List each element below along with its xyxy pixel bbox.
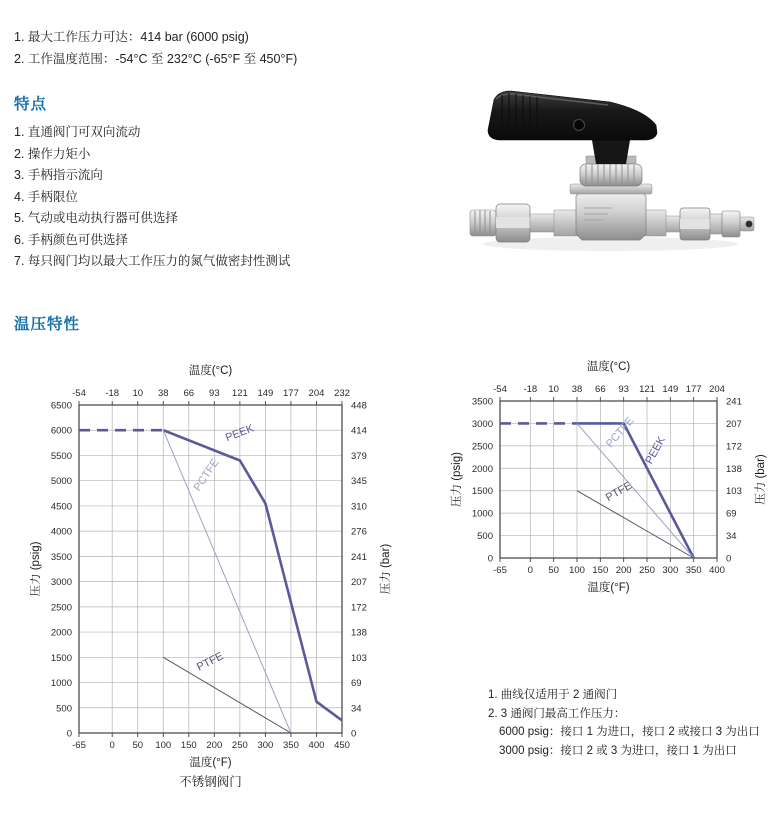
- features-heading: 特点: [14, 96, 48, 113]
- y-tick-label-psig: 500: [477, 531, 493, 543]
- x-tick-label-c: 93: [209, 388, 220, 399]
- y-tick-label-bar: 172: [351, 602, 367, 614]
- features-list: [14, 122, 290, 273]
- series-label-PTFE: PTFE: [194, 650, 226, 674]
- series-PEEK: [163, 430, 342, 720]
- note-line: 2. 3 通阀门最高工作压力：: [488, 707, 626, 720]
- y-tick-label-psig: 500: [56, 703, 72, 715]
- x-tick-label-f: 250: [231, 740, 248, 751]
- series-label-PCTFE: PCTFE: [603, 414, 637, 451]
- y-tick-label-bar: 414: [351, 425, 367, 437]
- y-tick-label-psig: 3000: [50, 577, 72, 589]
- x-tick-label-c: 38: [571, 384, 583, 395]
- x-tick-label-f: 400: [308, 740, 325, 751]
- temp-range-line: 2. 工作温度范围：-54°C 至 232°C (-65°F 至 450°F): [14, 52, 298, 66]
- x-tick-label-f: 150: [180, 740, 197, 751]
- y-tick-label-bar: 207: [726, 418, 742, 430]
- feature-item: 1. 直通阀门可双向流动: [14, 125, 141, 139]
- pressure-temperature-chart-3way: [420, 355, 777, 610]
- y-tick-label-bar: 379: [351, 450, 367, 462]
- series-label-PEEK: PEEK: [643, 434, 669, 467]
- plot-border: [79, 405, 342, 733]
- y-tick-label-bar: 207: [351, 577, 367, 589]
- y-tick-label-bar: 138: [351, 627, 367, 639]
- y-tick-label-psig: 4500: [50, 501, 72, 513]
- x-tick-label-f: 50: [548, 565, 559, 576]
- x-tick-label-c: 149: [257, 388, 274, 399]
- note-line: 1. 曲线仅适用于 2 通阀门: [488, 689, 618, 701]
- y-tick-label-bar: 103: [726, 486, 742, 498]
- y-tick-label-bar: 34: [351, 703, 362, 715]
- x-tick-label-f: 0: [109, 740, 115, 751]
- y-tick-label-psig: 2500: [471, 441, 493, 453]
- x-tick-label-c: 177: [283, 388, 299, 399]
- x-tick-label-c: 10: [548, 384, 559, 395]
- top-axis-title: 温度(°C): [586, 361, 631, 373]
- y-tick-label-bar: 172: [726, 441, 742, 453]
- y-tick-label-bar: 276: [351, 526, 367, 538]
- x-tick-label-f: 100: [569, 565, 585, 576]
- x-tick-label-f: 200: [615, 565, 632, 576]
- y-tick-label-psig: 3500: [471, 396, 493, 408]
- x-tick-label-c: 204: [308, 388, 325, 399]
- y-tick-label-bar: 0: [351, 728, 357, 740]
- feature-item: 2. 操作力矩小: [14, 146, 91, 161]
- note-line: 3000 psig：接口 2 或 3 为进口，接口 1 为出口: [499, 744, 737, 757]
- series-PTFE: [163, 657, 291, 733]
- x-tick-label-c: 66: [183, 388, 195, 399]
- y-tick-label-psig: 1500: [50, 652, 72, 664]
- y-tick-label-bar: 310: [351, 501, 367, 513]
- x-tick-label-c: 121: [639, 384, 655, 395]
- y-tick-label-psig: 6000: [50, 425, 72, 437]
- y-tick-label-psig: 2000: [50, 627, 72, 639]
- pressure-temperature-chart-stainless: [30, 355, 410, 795]
- left-compression-fitting: [470, 204, 556, 242]
- y-tick-label-psig: 2000: [471, 463, 493, 475]
- x-tick-label-c: 149: [662, 384, 679, 395]
- x-tick-label-f: 300: [257, 740, 274, 751]
- max-pressure-line: 1. 最大工作压力可达：414 bar (6000 psig): [14, 30, 249, 44]
- feature-item: 3. 手柄指示流向: [14, 168, 103, 182]
- y-tick-label-psig: 6500: [50, 400, 72, 412]
- x-tick-label-c: 66: [595, 384, 606, 395]
- feature-item: 6. 手柄颜色可供选择: [14, 232, 128, 247]
- y-tick-label-psig: 1000: [50, 678, 72, 690]
- x-tick-label-c: 232: [334, 388, 350, 399]
- y-tick-label-bar: 241: [351, 551, 367, 563]
- y-tick-label-psig: 5000: [50, 476, 72, 488]
- stainless-steel-ball-valve-photo: [458, 70, 763, 255]
- bottom-axis-title: 温度(°F): [189, 757, 232, 769]
- y-tick-label-psig: 1500: [471, 486, 493, 498]
- x-tick-label-f: 350: [283, 740, 299, 751]
- y-tick-label-psig: 2500: [50, 602, 72, 614]
- note-line: 6000 psig：接口 1 为进口，接口 2 或接口 3 为出口: [499, 726, 760, 738]
- y-tick-label-bar: 103: [351, 652, 367, 664]
- x-tick-label-f: -65: [72, 740, 86, 751]
- x-tick-label-c: 204: [709, 384, 725, 395]
- feature-item: 5. 气动或电动执行器可供选择: [14, 211, 178, 225]
- right-axis-title: 压力 (bar): [380, 543, 392, 595]
- series-label-PTFE: PTFE: [603, 479, 635, 505]
- series-label-PCTFE: PCTFE: [191, 456, 222, 494]
- y-tick-label-psig: 0: [487, 553, 493, 565]
- x-tick-label-c: 177: [685, 384, 702, 395]
- x-tick-label-f: 250: [639, 565, 655, 576]
- y-tick-label-bar: 241: [726, 396, 742, 408]
- x-tick-label-f: 450: [334, 740, 350, 751]
- x-tick-label-c: -18: [523, 384, 538, 395]
- x-tick-label-c: -18: [105, 388, 120, 399]
- chart-caption: 不锈钢阀门: [179, 775, 242, 789]
- top-axis-title: 温度(°C): [188, 365, 233, 377]
- x-tick-label-f: 400: [709, 565, 725, 576]
- x-tick-label-c: -54: [72, 388, 86, 399]
- left-axis-title: 压力 (psig): [451, 452, 463, 507]
- x-tick-label-f: 100: [155, 740, 172, 751]
- valve-handle: [488, 91, 657, 164]
- x-tick-label-f: 50: [132, 740, 144, 751]
- x-tick-label-f: 0: [527, 565, 533, 576]
- feature-item: 7. 每只阀门均以最大工作压力的氮气做密封性测试: [14, 254, 291, 268]
- y-tick-label-bar: 0: [726, 553, 732, 565]
- x-tick-label-c: 38: [157, 388, 169, 399]
- y-tick-label-bar: 448: [351, 400, 367, 412]
- feature-item: 4. 手柄限位: [14, 189, 78, 204]
- y-tick-label-psig: 5500: [50, 450, 72, 462]
- x-tick-label-f: -65: [493, 565, 507, 576]
- y-tick-label-psig: 4000: [50, 526, 72, 538]
- y-tick-label-psig: 3000: [471, 418, 493, 430]
- y-tick-label-bar: 34: [726, 531, 737, 543]
- x-tick-label-c: -54: [493, 384, 507, 395]
- x-tick-label-f: 200: [206, 740, 223, 751]
- x-tick-label-c: 10: [132, 388, 144, 399]
- x-tick-label-c: 121: [231, 388, 248, 399]
- x-tick-label-c: 93: [618, 384, 629, 395]
- series-label-PEEK: PEEK: [223, 422, 256, 445]
- x-tick-label-f: 350: [685, 565, 702, 576]
- valve-body: [554, 184, 666, 240]
- y-tick-label-bar: 69: [351, 678, 362, 690]
- y-tick-label-bar: 345: [351, 476, 367, 488]
- x-tick-label-f: 300: [662, 565, 679, 576]
- y-tick-label-psig: 1000: [471, 508, 493, 520]
- y-tick-label-bar: 138: [726, 463, 742, 475]
- x-tick-label-f: 150: [592, 565, 609, 576]
- temp-pressure-section-heading: 温压特性: [14, 316, 81, 333]
- right-axis-title: 压力 (bar): [755, 454, 767, 505]
- y-tick-label-bar: 69: [726, 508, 737, 520]
- right-compression-fitting: [664, 208, 754, 240]
- left-axis-title: 压力 (psig): [30, 541, 42, 597]
- intro-text: [14, 26, 297, 70]
- bottom-axis-title: 温度(°F): [587, 582, 630, 594]
- y-tick-label-psig: 0: [66, 728, 72, 740]
- y-tick-label-psig: 3500: [50, 551, 72, 563]
- chart-notes: [488, 686, 760, 760]
